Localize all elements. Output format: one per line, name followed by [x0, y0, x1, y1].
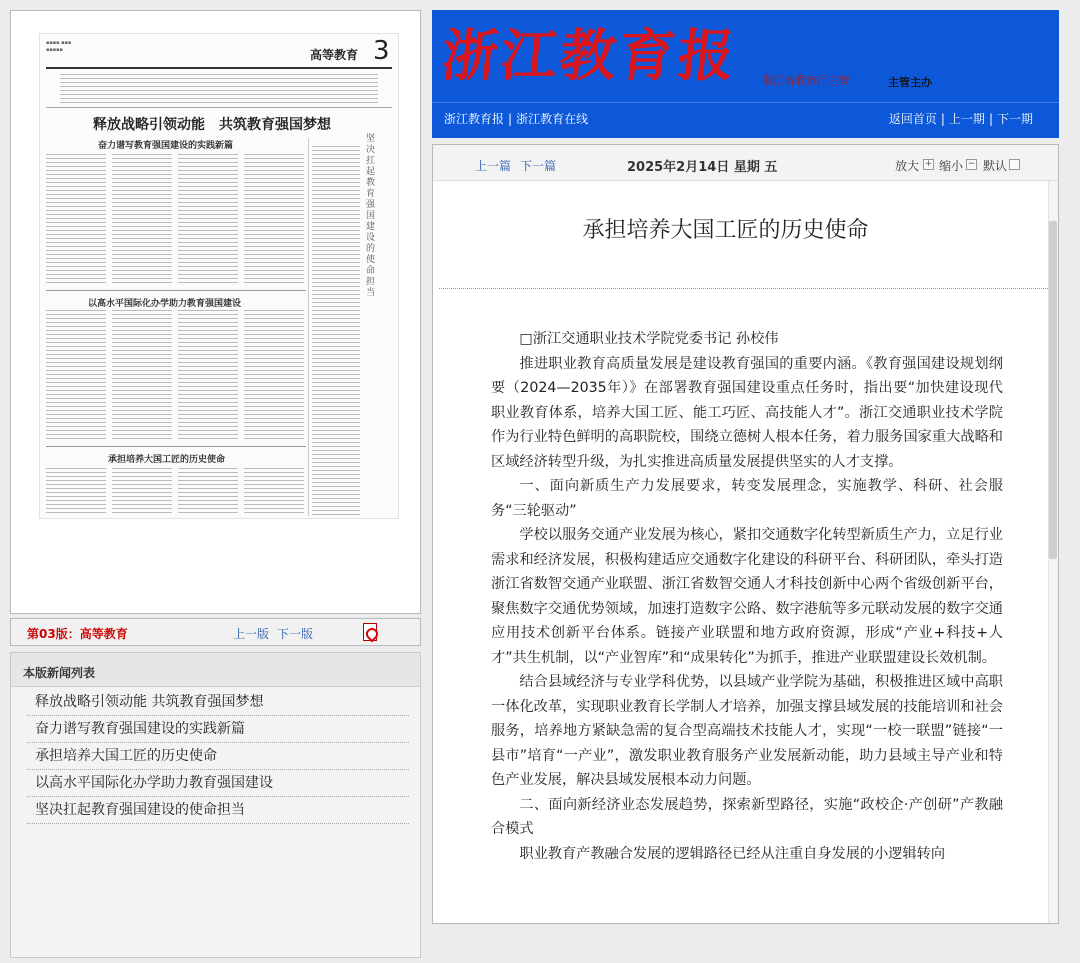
nav-link-zjjyzx[interactable]: 浙江教育在线 — [516, 112, 589, 126]
article-byline: □浙江交通职业技术学院党委书记 孙校伟 — [519, 331, 779, 347]
zoom-default-label[interactable]: 默认 — [983, 159, 1008, 173]
article-scroll-thumb[interactable] — [1049, 221, 1057, 559]
article-block-1-title[interactable]: 奋力谱写教育强国建设的实践新篇 — [98, 141, 234, 151]
zoom-out-label[interactable]: 缩小 — [939, 159, 964, 173]
article-toolbar — [433, 145, 1058, 181]
masthead-rule — [46, 67, 392, 69]
page-main-headline: 释放战略引领动能 共筑教育强国梦想 — [93, 117, 331, 133]
zoom-default-icon[interactable] — [1009, 159, 1020, 170]
pdf-icon[interactable] — [363, 623, 377, 641]
article-panel — [432, 144, 1059, 924]
article-scrollbar[interactable] — [1048, 181, 1058, 923]
article-block-3-title[interactable]: 承担培养大国工匠的历史使命 — [108, 455, 226, 465]
site-logo[interactable]: 浙江教育报 — [438, 23, 741, 89]
page-number: 3 — [373, 36, 390, 66]
news-list-item[interactable]: 坚决扛起教育强国建设的使命担当 — [27, 797, 409, 824]
news-list-item[interactable]: 承担培养大国工匠的历史使命 — [27, 743, 409, 770]
article-paragraph: 职业教育产教融合发展的逻辑路径已经从注重自身发展的小逻辑转向 — [519, 845, 946, 862]
article-section-heading: 二、面向新经济业态发展趋势，探索新型路径，实施“政校企·产创研”产教融合模式 — [491, 796, 1003, 837]
article-section-heading: 一、面向新质生产力发展要求，转变发展理念，实施教学、科研、社会服务“三轮驱动” — [491, 478, 1003, 519]
prev-page-link[interactable]: 上一版 — [233, 627, 270, 641]
nav-link-home[interactable]: 返回首页 — [888, 112, 937, 126]
site-header-banner — [432, 10, 1059, 102]
page-section-name: 高等教育 — [310, 48, 359, 62]
nav-link-next-issue[interactable]: 下一期 — [996, 112, 1033, 126]
article-body — [491, 327, 1003, 866]
current-page-label: 第03版：高等教育 — [27, 627, 128, 641]
title-divider — [439, 288, 1050, 289]
article-paragraph: 推进职业教育高质量发展是建设教育强国的重要内涵。《教育强国建设规划纲要（2024—2035年）》在部署教育强国建设重点任务时，指出要“加快建设现代职业教育体系，培养大国工匠、能工巧匠、高技能人才”。浙江交通职业技术学院作为行业特色鲜明的高职院校，围绕立德树人根本任务，着力服务国家重大战略和区域经济转型升级，为扎实推进高质量发展提供坚实的人才支撑。 — [491, 355, 1003, 470]
issue-date: 2025年2月14日 星期 五 — [627, 160, 778, 175]
news-list — [27, 689, 409, 824]
nav-link-prev-issue[interactable]: 上一期 — [948, 112, 985, 126]
news-list-title: 本版新闻列表 — [11, 653, 420, 687]
newspaper-page-thumbnail-frame — [10, 10, 421, 614]
zoom-in-icon[interactable]: + — [924, 159, 933, 169]
news-list-item[interactable]: 奋力谱写教育强国建设的实践新篇 — [27, 716, 409, 743]
article-block-2-title[interactable]: 以高水平国际化办学助力教育强国建设 — [88, 299, 242, 309]
vertical-article-title[interactable]: 坚决扛起教育强国建设的使命担当 — [366, 134, 376, 298]
header-slogan: 浙江省教育厅主管 — [762, 74, 850, 87]
newspaper-page-image[interactable] — [39, 33, 399, 519]
header-sponsor: 主管主办 — [888, 76, 932, 89]
article-paragraph: 学校以服务交通产业发展为核心，紧扣交通数字化转型新质生产力，立足行业需求和经济发展，积极构建适应交通数字化建设的科研平台、科研团队，牵头打造浙江省数智交通产业联盟、浙江省数智交通人才科技创新中心两个省级创新平台，聚焦数字交通优势领域，加速打造数字公路、数字港航等多元联动发展的数字交通应用技术创新平台体系。链接产业联盟和地方政府资源，形成“产业+科技+人才”共生机制，以“产业智库”和“成果转化”为抓手，推进产业联盟建设长效机制。 — [491, 527, 1003, 666]
next-article-link[interactable]: 下一篇 — [520, 159, 557, 173]
news-list-item[interactable]: 以高水平国际化办学助力教育强国建设 — [27, 770, 409, 797]
prev-article-link[interactable]: 上一篇 — [475, 159, 512, 173]
article-paragraph: 结合县域经济与专业学科优势，以县域产业学院为基础，积极推进区域中高职一体化改革，实现职业教育长学制人才培养，加强支撑县域发展的技能培训和社会服务，培养地方紧缺急需的复合型高端技术技能人才，实现“一校一联盟”链接“一县市”培育“一产业”，激发职业教育服务产业发展新动能，助力县域主导产业和特色产业发展，解决县域发展根本动力问题。 — [491, 674, 1003, 788]
news-list-item[interactable]: 释放战略引领动能 共筑教育强国梦想 — [27, 689, 409, 716]
mini-masthead: ▪▪▪▪ ▪▪▪ ▪▪▪▪▪ — [46, 40, 72, 53]
editor-note-block — [46, 72, 392, 108]
zoom-out-icon[interactable]: − — [967, 159, 976, 169]
article-title: 承担培养大国工匠的历史使命 — [582, 218, 869, 243]
next-page-link[interactable]: 下一版 — [277, 627, 314, 641]
page-navigation-bar — [10, 618, 421, 646]
nav-link-zjjyb[interactable]: 浙江教育报 — [444, 112, 505, 126]
top-nav-bar: 浙江教育报 | 浙江教育在线 返回首页 | 上一期 | 下一期 — [432, 102, 1059, 138]
page-news-list-panel — [10, 652, 421, 958]
zoom-in-label[interactable]: 放大 — [895, 159, 920, 173]
